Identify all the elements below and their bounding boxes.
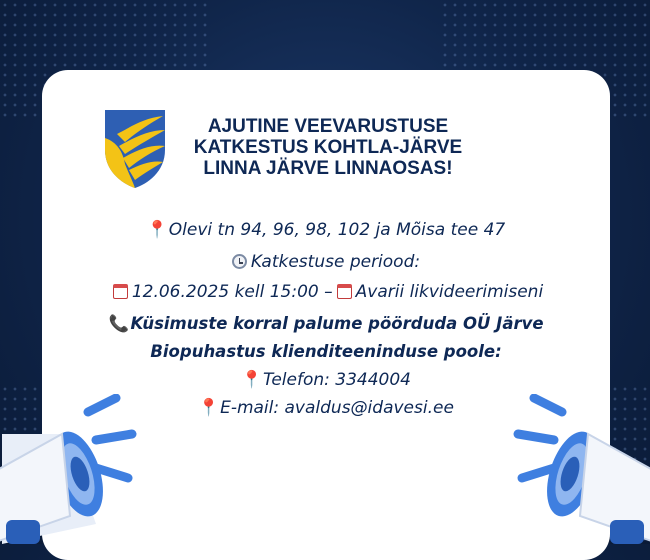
phone-text: Telefon: 3344004	[263, 370, 411, 390]
contact-line-2	[42, 342, 610, 361]
phone-line	[42, 370, 610, 390]
notice-title: AJUTINE VEEVARUSTUSE KATKESTUS KOHTLA-JÄRVE LINNA JÄRVE LINNAOSAS!	[193, 116, 463, 179]
email-text: E-mail: avaldus@idavesi.ee	[220, 398, 454, 418]
period-start: 12.06.2025 kell 15:00 –	[131, 282, 333, 302]
contact-text-2: Biopuhastus klienditeeninduse poole:	[150, 342, 502, 361]
pin-icon: 📍	[198, 398, 220, 418]
period-label: Katkestuse periood:	[250, 252, 421, 272]
contact-text-1: Küsimuste korral palume pöörduda OÜ Järve	[130, 314, 544, 333]
period-end: Avarii likvideerimiseni	[355, 282, 544, 302]
period-label-line	[42, 252, 610, 272]
pin-icon: 📍	[146, 220, 168, 240]
address-line	[42, 220, 610, 240]
period-line	[42, 282, 610, 302]
megaphone-icon	[0, 394, 140, 544]
calendar-icon	[113, 284, 128, 299]
clock-icon	[232, 254, 247, 269]
megaphone-icon	[510, 394, 650, 544]
pin-icon: 📍	[241, 370, 263, 390]
phone-icon: 📞	[108, 314, 129, 333]
contact-line-1	[42, 314, 610, 334]
calendar-icon	[337, 284, 352, 299]
address-text: Olevi tn 94, 96, 98, 102 ja Mõisa tee 47	[168, 220, 506, 240]
crest-icon	[103, 108, 167, 190]
